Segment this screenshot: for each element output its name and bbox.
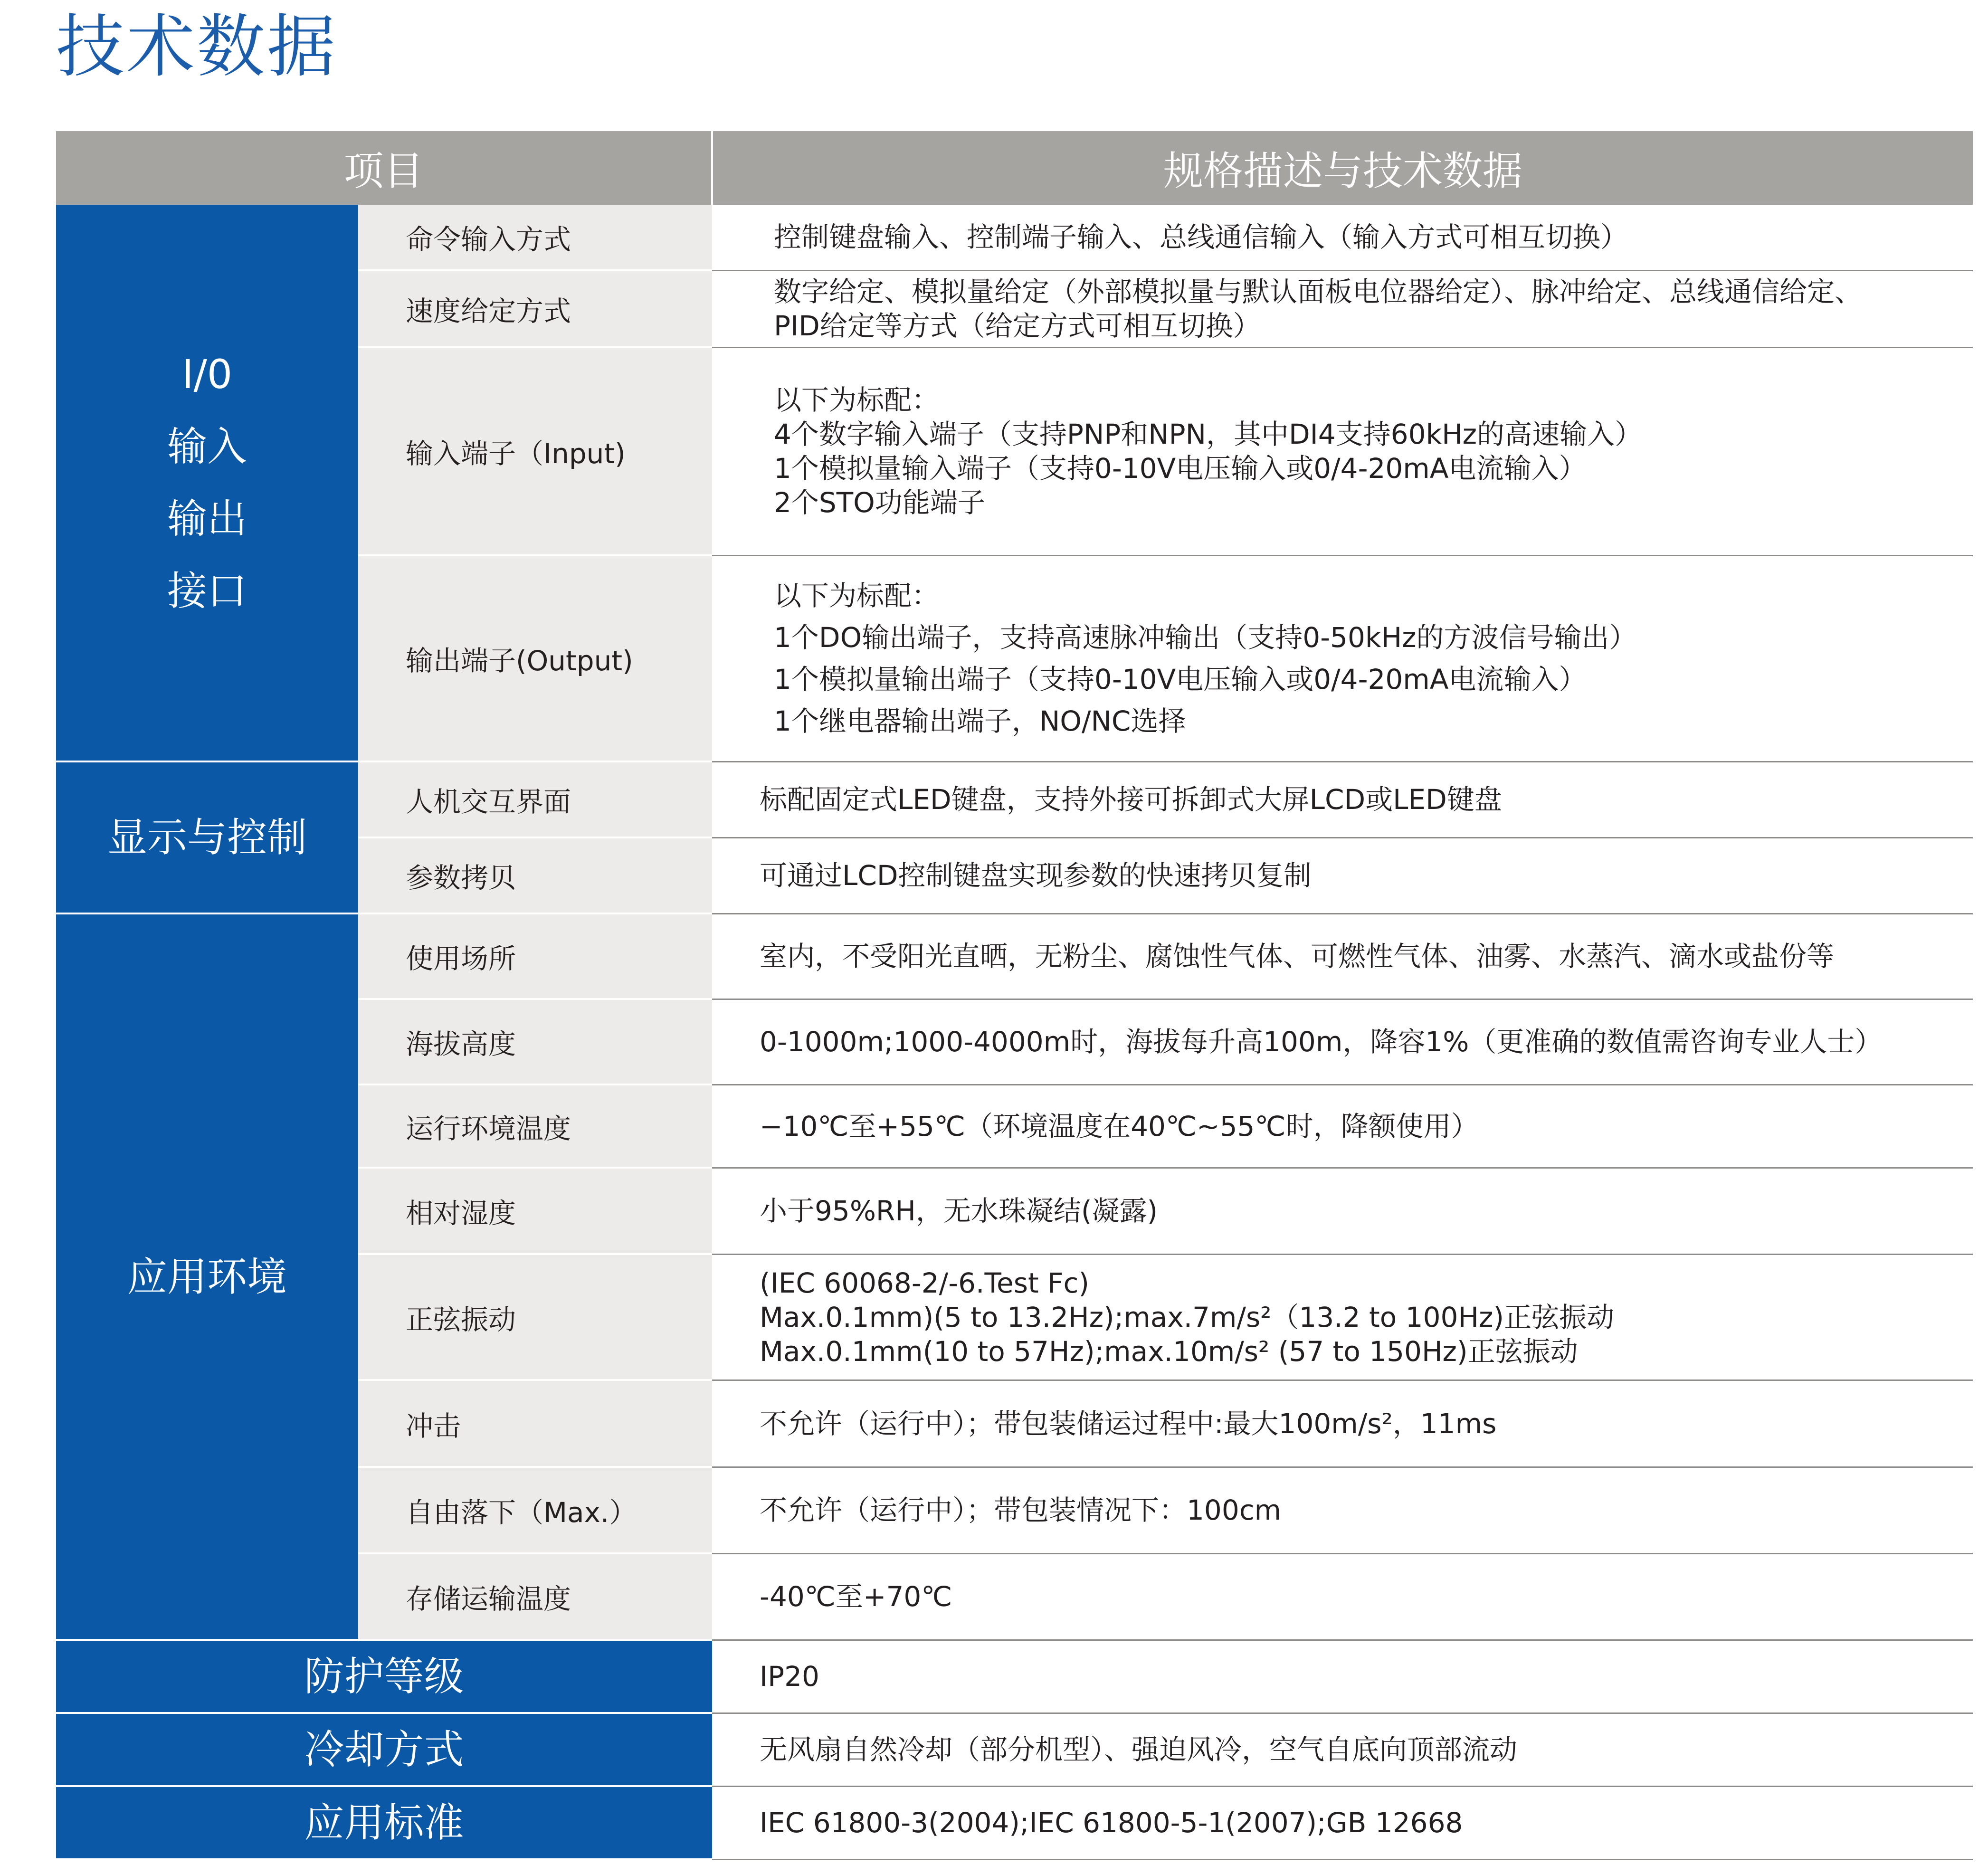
table-header-row [56, 131, 1973, 205]
spec-value: 室内，不受阳光直晒，无粉尘、腐蚀性气体、可燃性气体、油雾、水蒸汽、滴水或盐份等 [712, 913, 1973, 999]
spec-value: −10℃至+55℃（环境温度在40℃~55℃时，降额使用） [712, 1084, 1973, 1168]
category-io-line: 接口 [167, 568, 247, 614]
spec-value: IP20 [712, 1640, 1973, 1713]
spec-value: 0-1000m;1000-4000m时，海拔每升高100m，降容1%（更准确的数值需咨询专业人士） [712, 999, 1973, 1084]
item-label: 正弦振动 [358, 1254, 712, 1380]
spec-value: 控制键盘输入、控制端子输入、总线通信输入（输入方式可相互切换） [712, 205, 1973, 270]
header-spec: 规格描述与技术数据 [712, 131, 1973, 205]
item-label: 命令输入方式 [358, 205, 712, 270]
spec-value: 无风扇自然冷却（部分机型）、强迫风冷，空气自底向顶部流动 [712, 1713, 1973, 1786]
table-row [56, 1786, 1973, 1859]
category-io-line: I/0 [181, 351, 233, 398]
item-label: 输入端子（Input) [358, 347, 712, 555]
table-row [56, 205, 1973, 270]
table-row [56, 913, 1973, 999]
spec-value: 可通过LCD控制键盘实现参数的快速拷贝复制 [712, 837, 1973, 913]
spec-value: 标配固定式LED键盘，支持外接可拆卸式大屏LCD或LED键盘 [712, 761, 1973, 837]
item-label: 相对湿度 [358, 1168, 712, 1254]
spec-value: 以下为标配： 1个DO输出端子，支持高速脉冲输出（支持0-50kHz的方波信号输出） 1个模拟量输出端子（支持0-10V电压输入或0/4-20mA电流输入） 1个继电器输出端子，NO/NC选择 [712, 555, 1973, 761]
item-label: 速度给定方式 [358, 270, 712, 347]
item-label: 参数拷贝 [358, 837, 712, 913]
category-standard: 应用标准 [56, 1786, 712, 1859]
category-environment: 应用环境 [56, 913, 358, 1640]
item-label: 输出端子(Output) [358, 555, 712, 761]
spec-value: IEC 61800-3(2004);IEC 61800-5-1(2007);GB 12668 [712, 1786, 1973, 1859]
item-label: 使用场所 [358, 913, 712, 999]
item-label: 海拔高度 [358, 999, 712, 1084]
spec-value: 小于95%RH，无水珠凝结(凝露) [712, 1168, 1973, 1254]
category-display: 显示与控制 [56, 761, 358, 913]
spec-value: -40℃至+70℃ [712, 1553, 1973, 1640]
item-label: 运行环境温度 [358, 1084, 712, 1168]
table-row [56, 1640, 1973, 1713]
category-protection: 防护等级 [56, 1640, 712, 1713]
page-title: 技术数据 [56, 7, 338, 86]
category-io-line: 输出 [167, 495, 247, 542]
table-row [56, 1713, 1973, 1786]
item-label: 人机交互界面 [358, 761, 712, 837]
spec-table [56, 131, 1973, 1860]
spec-value: 不允许（运行中）；带包装储运过程中:最大100m/s²，11ms [712, 1380, 1973, 1467]
item-label: 自由落下（Max.） [358, 1467, 712, 1553]
header-item: 项目 [56, 131, 712, 205]
spec-value: 数字给定、模拟量给定（外部模拟量与默认面板电位器给定）、脉冲给定、总线通信给定、 PID给定等方式（给定方式可相互切换） [712, 270, 1973, 347]
spec-value: (IEC 60068-2/-6.Test Fc) Max.0.1mm)(5 to 13.2Hz);max.7m/s²（13.2 to 100Hz)正弦振动 Max.0.1mm(10 to 57Hz);max.10m/s² (57 to 150Hz)正弦振动 [712, 1254, 1973, 1380]
item-label: 冲击 [358, 1380, 712, 1467]
category-io-line: 输入 [167, 423, 247, 470]
spec-value: 以下为标配： 4个数字输入端子（支持PNP和NPN，其中DI4支持60kHz的高速输入） 1个模拟量输入端子（支持0-10V电压输入或0/4-20mA电流输入） 2个STO功能端子 [712, 347, 1973, 555]
table-row [56, 761, 1973, 837]
spec-value: 不允许（运行中）；带包装情况下：100cm [712, 1467, 1973, 1553]
category-io [56, 205, 358, 761]
category-cooling: 冷却方式 [56, 1713, 712, 1786]
item-label: 存储运输温度 [358, 1553, 712, 1640]
